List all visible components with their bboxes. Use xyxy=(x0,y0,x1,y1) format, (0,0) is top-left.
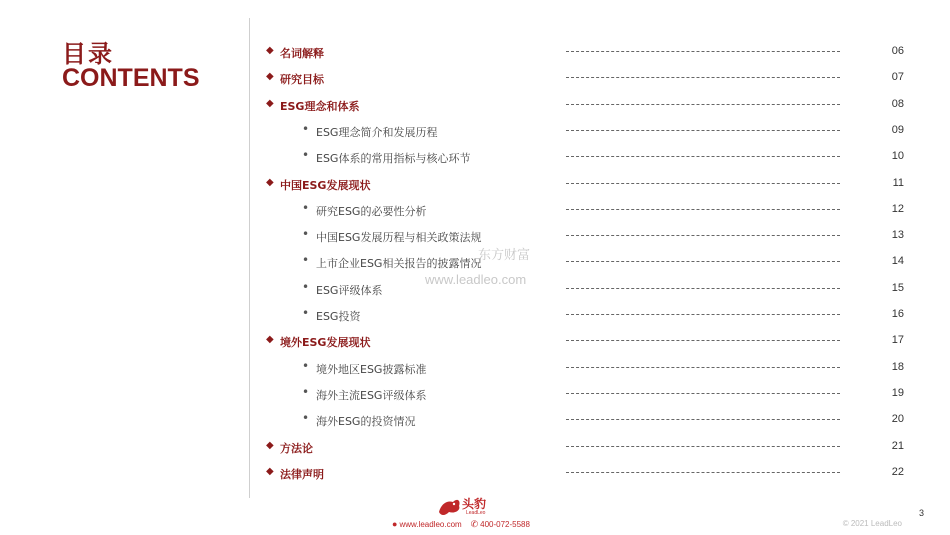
toc-label: ESG理念简介和发展历程 xyxy=(316,125,438,139)
toc-label: 境外ESG发展现状 xyxy=(280,336,371,350)
toc-leader-line xyxy=(566,472,840,473)
toc-label: 海外ESG的投资情况 xyxy=(316,415,416,429)
diamond-icon: ◆ xyxy=(266,439,274,451)
toc-leader-line xyxy=(566,130,840,131)
toc-label: 中国ESG发展现状 xyxy=(280,178,371,192)
toc-section-row[interactable] xyxy=(266,42,906,62)
bullet-icon: • xyxy=(302,306,310,320)
toc-page-number: 20 xyxy=(891,413,904,426)
logo-text: 头豹 xyxy=(462,497,487,511)
toc-page-number: 06 xyxy=(891,45,904,57)
toc-subsection-row[interactable] xyxy=(266,252,906,272)
bullet-icon: • xyxy=(302,148,310,163)
toc-label: ESG体系的常用指标与核心环节 xyxy=(316,152,471,166)
page-title-chinese: 目录 xyxy=(62,40,114,68)
toc-label: ESG评级体系 xyxy=(316,283,383,297)
bullet-icon: • xyxy=(302,411,310,426)
toc-label: 海外主流ESG评级体系 xyxy=(316,388,427,402)
toc-leader-line xyxy=(566,367,840,368)
footer-contact xyxy=(392,519,530,530)
diamond-icon: ◆ xyxy=(266,176,274,188)
toc-label: 法律声明 xyxy=(280,467,324,481)
bullet-icon: • xyxy=(302,227,310,242)
bullet-icon: • xyxy=(302,384,310,399)
diamond-icon: ◆ xyxy=(266,71,274,83)
toc-page-number: 10 xyxy=(891,150,904,163)
toc-leader-line xyxy=(566,235,840,236)
toc-label: 名词解释 xyxy=(280,47,324,60)
toc-page-number: 09 xyxy=(891,123,904,136)
toc-leader-line xyxy=(566,393,840,394)
footer-website[interactable]: www.leadleo.com xyxy=(399,520,462,529)
diamond-icon: ◆ xyxy=(266,97,274,109)
bullet-icon: • xyxy=(302,200,310,215)
toc-subsection-row[interactable] xyxy=(266,279,906,299)
toc-subsection-row[interactable] xyxy=(266,305,906,325)
toc-leader-line xyxy=(566,419,840,420)
toc-page-number: 15 xyxy=(891,281,904,294)
toc-section-row[interactable] xyxy=(266,68,906,88)
toc-label: ESG理念和体系 xyxy=(280,99,360,113)
logo-subtext: LeadLeo xyxy=(466,510,486,516)
toc-leader-line xyxy=(566,288,840,289)
bullet-icon: • xyxy=(302,121,310,136)
toc-label: ESG投资 xyxy=(316,310,361,323)
toc-label: 研究目标 xyxy=(280,73,324,87)
toc-page-number: 16 xyxy=(891,308,904,320)
toc-page-number: 07 xyxy=(891,71,904,84)
toc-subsection-row[interactable] xyxy=(266,226,906,246)
toc-page-number: 11 xyxy=(892,176,904,189)
toc-subsection-row[interactable] xyxy=(266,147,906,167)
toc-leader-line xyxy=(566,104,840,105)
toc-page-number: 22 xyxy=(891,465,904,478)
toc-page-number: 21 xyxy=(891,439,904,452)
toc-label: 中国ESG发展历程与相关政策法规 xyxy=(316,231,482,245)
toc-section-row[interactable] xyxy=(266,437,906,457)
toc-subsection-row[interactable] xyxy=(266,200,906,220)
toc-subsection-row[interactable] xyxy=(266,384,906,404)
footer-phone: 400-072-5588 xyxy=(480,520,530,529)
toc-label: 方法论 xyxy=(280,441,313,455)
toc-subsection-row[interactable] xyxy=(266,358,906,378)
toc-page-number: 12 xyxy=(891,202,904,215)
toc-section-row[interactable] xyxy=(266,174,906,194)
toc-leader-line xyxy=(566,156,840,157)
globe-icon: ● xyxy=(392,519,398,529)
bullet-icon: • xyxy=(302,279,310,294)
page-title-english: CONTENTS xyxy=(62,64,200,92)
toc-label: 境外地区ESG披露标准 xyxy=(316,362,427,376)
toc-page-number: 13 xyxy=(891,229,904,242)
toc-section-row[interactable] xyxy=(266,463,906,483)
diamond-icon: ◆ xyxy=(266,334,274,346)
diamond-icon: ◆ xyxy=(266,45,274,56)
watermark-url: www.leadleo.com xyxy=(425,272,527,287)
watermark-text: 东方财富 xyxy=(478,248,531,263)
toc-leader-line xyxy=(566,77,840,78)
toc-leader-line xyxy=(566,261,840,262)
toc-section-row[interactable] xyxy=(266,95,906,115)
toc-page-number: 18 xyxy=(891,360,904,373)
vertical-divider xyxy=(249,18,250,498)
toc-label: 上市企业ESG相关报告的披露情况 xyxy=(316,257,482,271)
copyright: © 2021 LeadLeo xyxy=(842,519,902,528)
toc-leader-line xyxy=(566,183,840,184)
toc-leader-line xyxy=(566,209,840,210)
toc-section-row[interactable] xyxy=(266,331,906,351)
toc-leader-line xyxy=(566,314,840,315)
toc-leader-line xyxy=(566,446,840,447)
toc-subsection-row[interactable] xyxy=(266,121,906,141)
bullet-icon: • xyxy=(302,253,310,268)
toc-label: 研究ESG的必要性分析 xyxy=(316,204,427,218)
toc-page-number: 17 xyxy=(891,334,904,347)
diamond-icon: ◆ xyxy=(266,465,274,477)
toc-page-number: 14 xyxy=(891,255,904,268)
page-number: 3 xyxy=(918,508,924,518)
toc-page-number: 08 xyxy=(891,97,904,110)
toc-subsection-row[interactable] xyxy=(266,410,906,430)
phone-icon: ✆ xyxy=(470,519,479,529)
toc-leader-line xyxy=(566,51,840,52)
bullet-icon: • xyxy=(302,358,310,373)
toc-page-number: 19 xyxy=(891,386,904,399)
toc-leader-line xyxy=(566,340,840,341)
